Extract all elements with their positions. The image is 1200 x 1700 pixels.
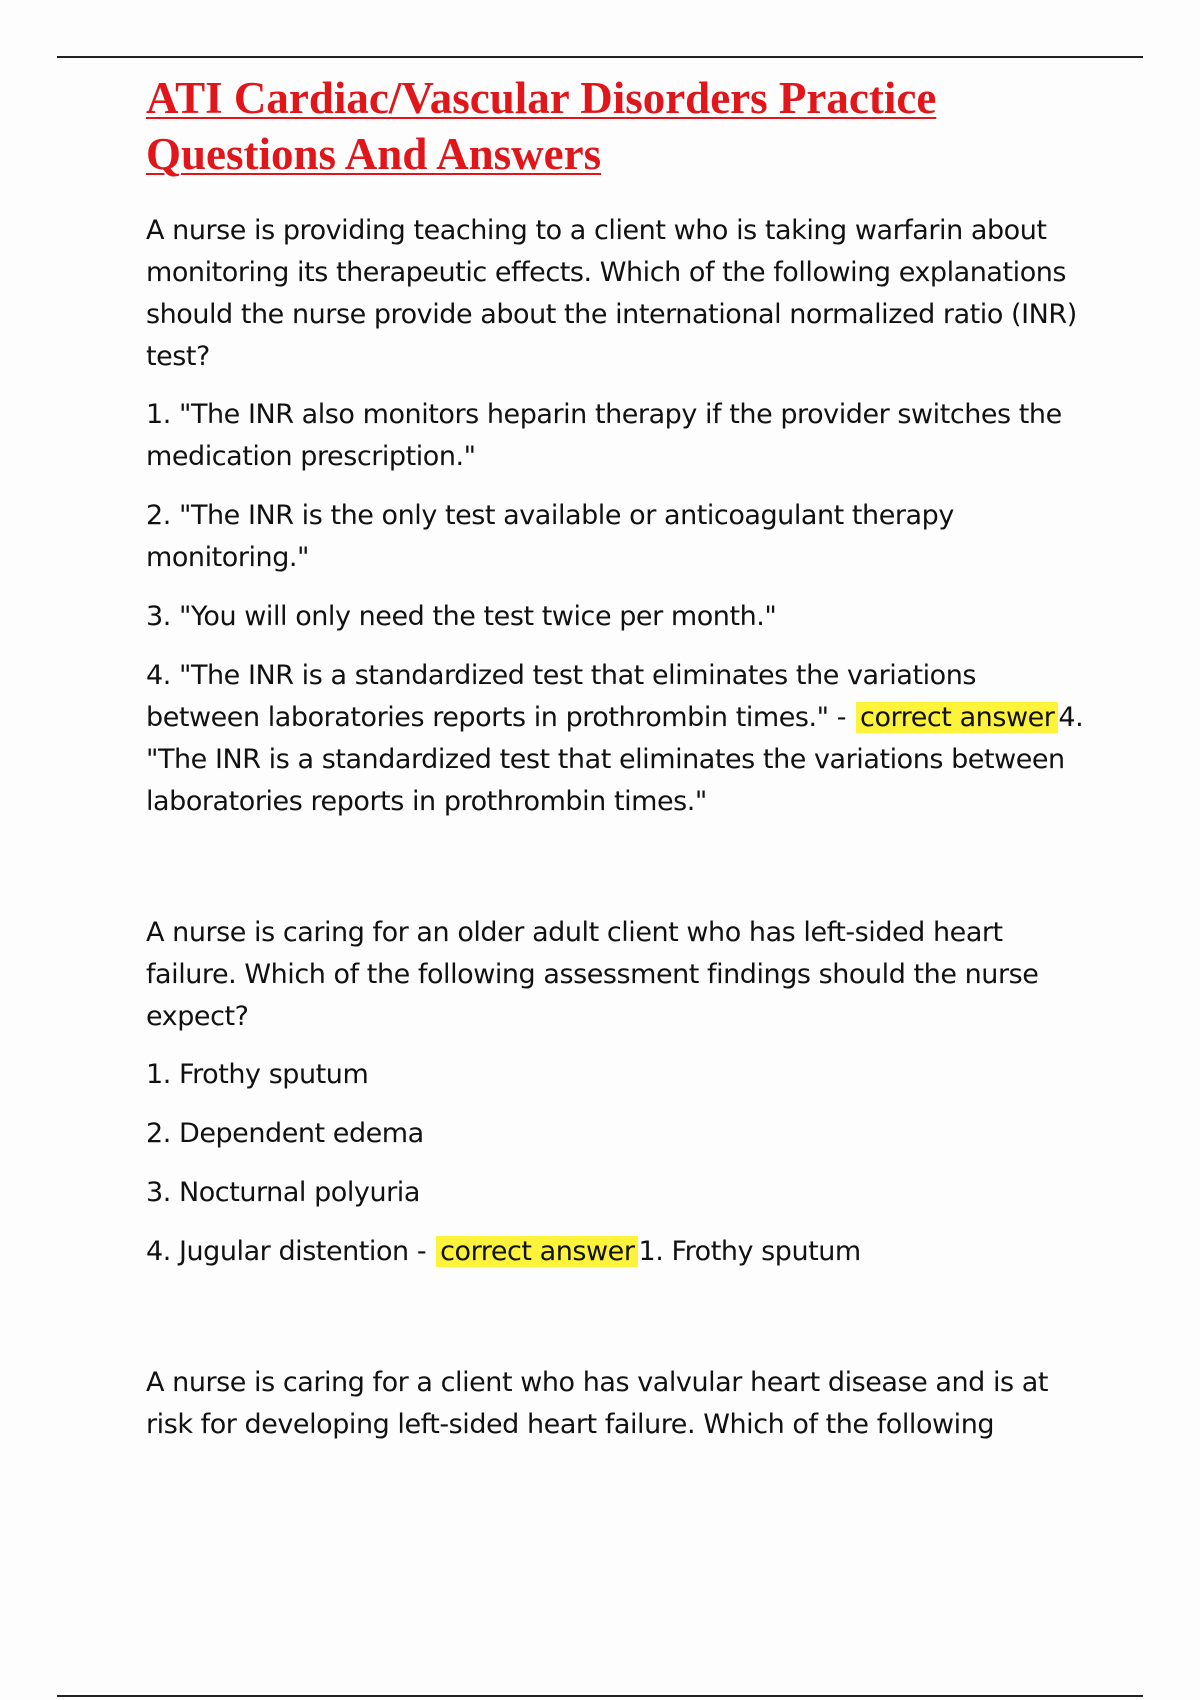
document-body [146, 70, 1096, 1462]
spacer [146, 840, 1096, 912]
answer-option-with-key [146, 1231, 1096, 1273]
answer-option-with-key [146, 655, 1096, 823]
header-rule [57, 56, 1143, 58]
question-stem: A nurse is caring for an older adult client who has left-sided heart failure. Which of the following assessment findings should the nurse expect? [146, 917, 1039, 1032]
question-stem: A nurse is caring for a client who has valvular heart disease and is at risk for developing left-sided heart failure. Which of the following [146, 1367, 1049, 1440]
correct-answer-label: correct answer [856, 702, 1058, 733]
answer-option: 3. Nocturnal polyuria [146, 1177, 420, 1208]
answer-option: 2. "The INR is the only test available or anticoagulant therapy monitoring." [146, 500, 954, 573]
question-3 [146, 1362, 1096, 1446]
spacer [146, 1290, 1096, 1362]
question-2 [146, 912, 1096, 1273]
correct-answer-text: 4. "The INR is a standardized test that eliminates the variations between laboratories reports in prothrombin times." [146, 702, 1084, 817]
correct-answer-text: 1. Frothy sputum [638, 1236, 861, 1267]
answer-option: 2. Dependent edema [146, 1118, 424, 1149]
document-title: ATI Cardiac/Vascular Disorders Practice Questions And Answers [146, 73, 937, 179]
footer-rule [57, 1695, 1143, 1697]
answer-option: 3. "You will only need the test twice per month." [146, 601, 777, 632]
answer-option-text: 4. "The INR is a standardized test that eliminates the variations between laboratories reports in prothrombin times." - [146, 660, 976, 733]
answer-option: 1. "The INR also monitors heparin therapy if the provider switches the medication prescription." [146, 399, 1062, 472]
question-1 [146, 210, 1096, 823]
question-stem: A nurse is providing teaching to a client who is taking warfarin about monitoring its therapeutic effects. Which of the following explanations should the nurse provide about the international normalized ratio (INR) test? [146, 215, 1077, 372]
answer-option-text: 4. Jugular distention - [146, 1236, 427, 1267]
correct-answer-label: correct answer [436, 1236, 638, 1267]
answer-option: 1. Frothy sputum [146, 1059, 369, 1090]
